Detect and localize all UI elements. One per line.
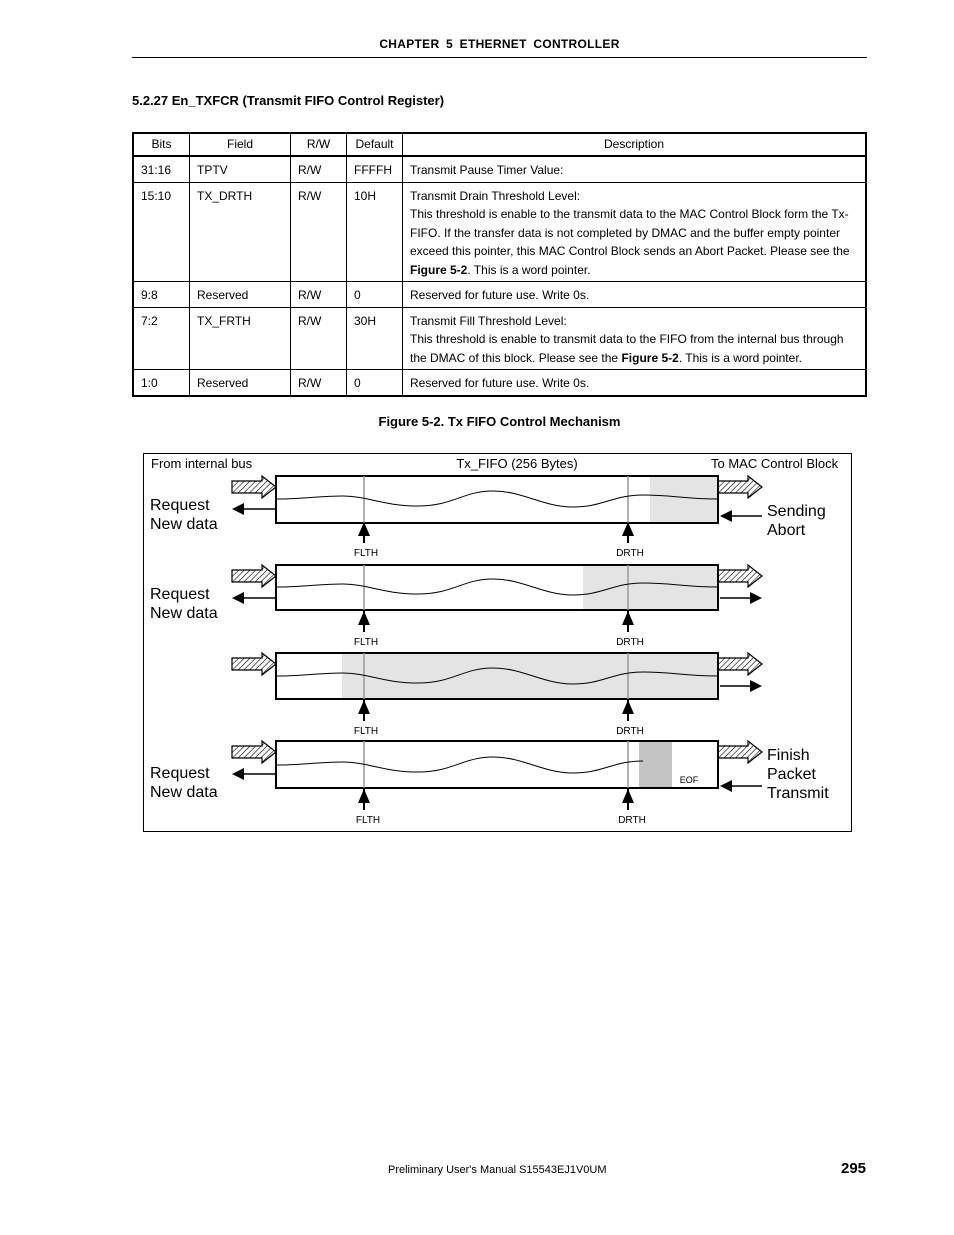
description-text: This threshold is enable to transmit data to the FIFO from the internal bus through the DMAC of this block. Please see the <box>410 332 844 365</box>
cell-bits: 9:8 <box>133 282 190 308</box>
request-label: Request <box>150 765 210 782</box>
cell-default: FFFFH <box>347 156 403 182</box>
diagram-frame <box>144 454 852 832</box>
cell-rw: R/W <box>291 307 347 370</box>
cell-bits: 15:10 <box>133 182 190 282</box>
flth-arrow <box>358 522 370 536</box>
request-arrow <box>232 592 244 604</box>
finish-label: Finish <box>767 747 810 764</box>
fifo-filled-region <box>342 653 718 699</box>
output-data-arrow <box>718 653 762 675</box>
finish-arrow <box>720 780 732 792</box>
cell-default: 10H <box>347 182 403 282</box>
label-from-internal-bus: From internal bus <box>151 456 253 471</box>
fifo-row-2 <box>150 565 762 648</box>
fifo-filled-region <box>583 565 718 610</box>
table-row <box>133 370 866 396</box>
abort-label: Abort <box>767 522 806 539</box>
cell-default: 0 <box>347 282 403 308</box>
flth-arrow <box>358 789 370 803</box>
footer-manual: Preliminary User's Manual S15543EJ1V0UM <box>388 1164 607 1176</box>
register-table <box>132 132 867 397</box>
request-arrow <box>232 768 244 780</box>
output-data-arrow <box>718 476 762 498</box>
section-title: 5.2.27 En_TXFCR (Transmit FIFO Control Register) <box>132 93 445 108</box>
flth-arrow <box>358 700 370 714</box>
fifo-row-1 <box>150 476 826 559</box>
abort-arrow <box>720 510 732 522</box>
drth-label: DRTH <box>616 726 644 737</box>
label-tx-fifo: Tx_FIFO (256 Bytes) <box>456 456 578 471</box>
header-rule <box>132 57 867 58</box>
description-title: Transmit Fill Threshold Level: <box>410 313 567 328</box>
column-header-bits: Bits <box>133 133 190 156</box>
drth-label: DRTH <box>618 815 646 826</box>
page-number: 295 <box>841 1160 867 1177</box>
cell-rw: R/W <box>291 370 347 396</box>
flth-label: FLTH <box>355 815 381 826</box>
description-tail: . This is a word pointer. <box>678 350 802 365</box>
new-data-label: New data <box>150 605 218 622</box>
flth-arrow <box>358 611 370 625</box>
eof-region <box>639 741 672 788</box>
drth-arrow <box>622 789 634 803</box>
input-data-arrow <box>232 741 276 763</box>
column-header-field: Field <box>190 133 291 156</box>
fifo-row-4 <box>150 741 829 826</box>
new-data-label: New data <box>150 784 218 801</box>
packet-label: Packet <box>767 766 816 783</box>
cell-rw: R/W <box>291 156 347 182</box>
figure-reference: Figure 5-2 <box>621 350 679 365</box>
request-label: Request <box>150 586 210 603</box>
table-row <box>133 156 866 182</box>
transmit-arrow <box>750 592 762 604</box>
output-data-arrow <box>718 741 762 763</box>
cell-description <box>403 282 867 308</box>
cell-description <box>403 182 867 282</box>
transmit-label: Transmit <box>767 785 829 802</box>
cell-field: TPTV <box>190 156 291 182</box>
description-title: Reserved for future use. Write 0s. <box>410 376 590 390</box>
new-data-label: New data <box>150 516 218 533</box>
description-text: This threshold is enable to the transmit data to the MAC Control Block form the Tx-FIFO. If the transfer data is not completed by DMAC and the buffer empty pointer exceed this pointer, this MAC Control Block sends an Abort Packet. Please see the <box>410 207 850 258</box>
column-header-rw: R/W <box>291 133 347 156</box>
column-header-description: Description <box>403 133 867 156</box>
cell-description <box>403 370 867 396</box>
flth-label: FLTH <box>353 548 379 559</box>
flth-label: FLTH <box>353 726 379 737</box>
input-data-arrow <box>232 565 276 587</box>
table-row <box>133 282 866 308</box>
eof-label: EOF <box>679 775 699 785</box>
description-title: Reserved for future use. Write 0s. <box>410 288 590 302</box>
cell-description <box>403 156 867 182</box>
cell-default: 30H <box>347 307 403 370</box>
description-tail: . This is a word pointer. <box>467 262 591 277</box>
table-row <box>133 182 866 282</box>
figure-reference: Figure 5-2 <box>410 262 468 277</box>
cell-field: Reserved <box>190 370 291 396</box>
column-header-default: Default <box>347 133 403 156</box>
cell-field: Reserved <box>190 282 291 308</box>
table-row <box>133 307 866 370</box>
label-to-mac-control-block: To MAC Control Block <box>711 456 839 471</box>
request-label: Request <box>150 497 210 514</box>
sending-label: Sending <box>767 503 826 520</box>
description-title: Transmit Drain Threshold Level: <box>410 188 581 203</box>
tx-fifo-diagram <box>143 453 853 833</box>
cell-field: TX_FRTH <box>190 307 291 370</box>
drth-arrow <box>622 700 634 714</box>
drth-arrow <box>622 611 634 625</box>
cell-description <box>403 307 867 370</box>
description-title: Transmit Pause Timer Value: <box>410 163 564 177</box>
fifo-filled-region <box>650 476 718 523</box>
cell-bits: 7:2 <box>133 307 190 370</box>
cell-rw: R/W <box>291 182 347 282</box>
flth-label: FLTH <box>353 637 379 648</box>
output-data-arrow <box>718 565 762 587</box>
input-data-arrow <box>232 476 276 498</box>
transmit-arrow <box>750 680 762 692</box>
input-data-arrow <box>232 653 276 675</box>
data-wave <box>276 757 643 773</box>
drth-arrow <box>622 522 634 536</box>
drth-label: DRTH <box>616 637 644 648</box>
fifo-row-3 <box>232 653 762 737</box>
cell-default: 0 <box>347 370 403 396</box>
chapter-header: CHAPTER 5 ETHERNET CONTROLLER <box>379 37 620 51</box>
drth-label: DRTH <box>616 548 644 559</box>
cell-bits: 1:0 <box>133 370 190 396</box>
cell-field: TX_DRTH <box>190 182 291 282</box>
cell-bits: 31:16 <box>133 156 190 182</box>
table-header-row <box>133 133 866 156</box>
cell-rw: R/W <box>291 282 347 308</box>
figure-caption: Figure 5-2. Tx FIFO Control Mechanism <box>378 414 621 429</box>
request-arrow <box>232 503 244 515</box>
